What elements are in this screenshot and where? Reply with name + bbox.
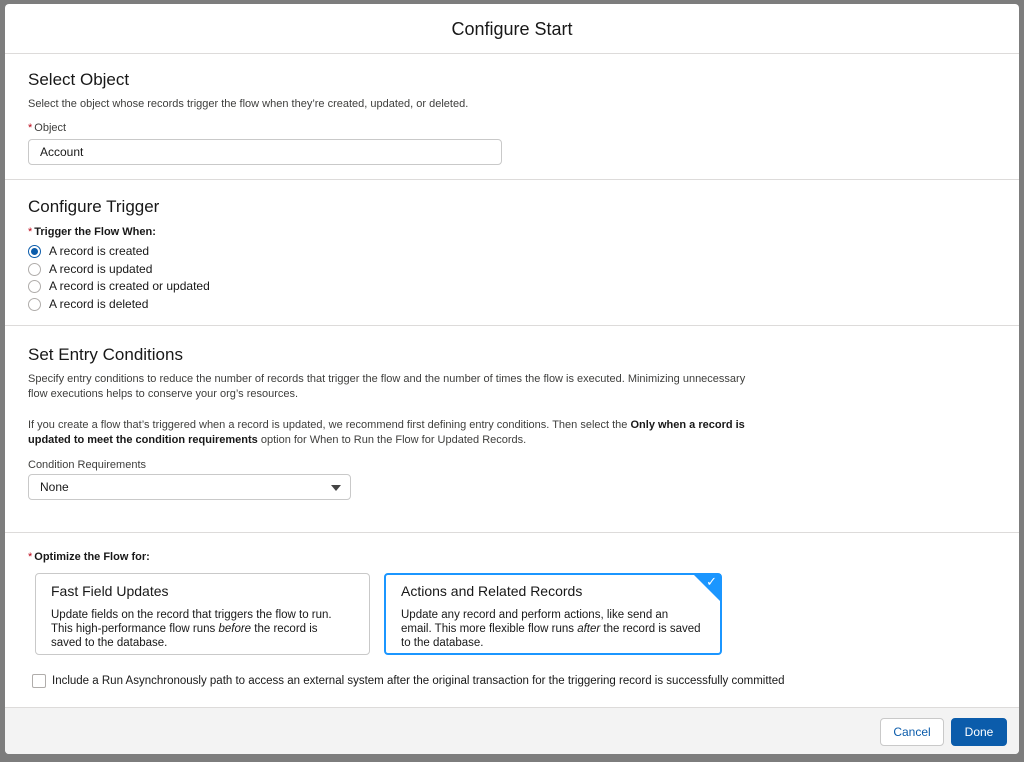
radio-button-selected[interactable] — [28, 245, 41, 258]
card-description: Update any record and perform actions, like send an email. This more flexible flow runs after the record is saved to the database. — [401, 609, 701, 649]
select-object-section — [5, 54, 1019, 180]
optimize-section — [5, 533, 1019, 707]
card-description: Update fields on the record that triggers the flow to run. This high-performance flow runs before the record is saved to the database. — [51, 609, 332, 649]
condition-requirements-label: Condition Requirements — [28, 459, 147, 471]
entry-conditions-section — [5, 326, 1019, 533]
object-label: * Object — [28, 122, 67, 134]
actions-related-records-card[interactable] — [384, 573, 722, 655]
entry-conditions-description-line2: flow executions helps to conserve your org’s resources. — [28, 388, 299, 400]
radio-button[interactable] — [28, 298, 41, 311]
radio-button[interactable] — [28, 280, 41, 293]
trigger-label: * Trigger the Flow When: — [28, 226, 156, 238]
object-input[interactable]: Account — [28, 139, 502, 165]
entry-conditions-heading: Set Entry Conditions — [28, 345, 183, 364]
card-title: Fast Field Updates — [51, 583, 169, 599]
required-indicator: * — [28, 551, 33, 563]
configure-trigger-heading: Configure Trigger — [28, 197, 160, 216]
entry-conditions-description-line1: Specify entry conditions to reduce the number of records that trigger the flow and the number of times the flow is executed. Minimizing unnecessary — [28, 373, 746, 385]
done-button[interactable]: Done — [951, 718, 1007, 746]
cancel-button[interactable]: Cancel — [880, 718, 944, 746]
run-async-label: Include a Run Asynchronously path to access an external system after the original transaction for the triggering record is successfully committed — [52, 675, 785, 687]
run-async-checkbox[interactable] — [32, 674, 46, 688]
trigger-option-updated[interactable]: A record is updated — [28, 261, 152, 277]
fast-field-updates-card[interactable] — [35, 573, 370, 655]
condition-requirements-select[interactable]: None — [28, 474, 351, 500]
radio-button[interactable] — [28, 263, 41, 276]
configure-trigger-section — [5, 180, 1019, 326]
card-title: Actions and Related Records — [401, 583, 583, 599]
trigger-option-created-or-updated[interactable]: A record is created or updated — [28, 278, 210, 294]
optimize-label: * Optimize the Flow for: — [28, 551, 150, 563]
required-indicator: * — [28, 226, 33, 238]
required-indicator: * — [28, 122, 33, 134]
entry-conditions-recommendation: If you create a flow that’s triggered when a record is updated, we recommend first defining entry conditions. Then select the Only when a record is updated to meet the condition requirements option for When to Run the Flow for Updated Records. — [28, 419, 745, 446]
trigger-option-deleted[interactable]: A record is deleted — [28, 296, 148, 312]
configure-start-modal — [5, 4, 1019, 754]
modal-title: Configure Start — [5, 4, 1019, 54]
select-object-heading: Select Object — [28, 70, 130, 89]
dropdown-arrow-icon — [331, 485, 341, 491]
trigger-option-created[interactable]: A record is created — [28, 243, 149, 259]
checkmark-icon: ✓ — [706, 574, 717, 589]
select-object-description: Select the object whose records trigger the flow when they’re created, updated, or deleted. — [28, 98, 469, 110]
modal-footer — [5, 707, 1019, 754]
